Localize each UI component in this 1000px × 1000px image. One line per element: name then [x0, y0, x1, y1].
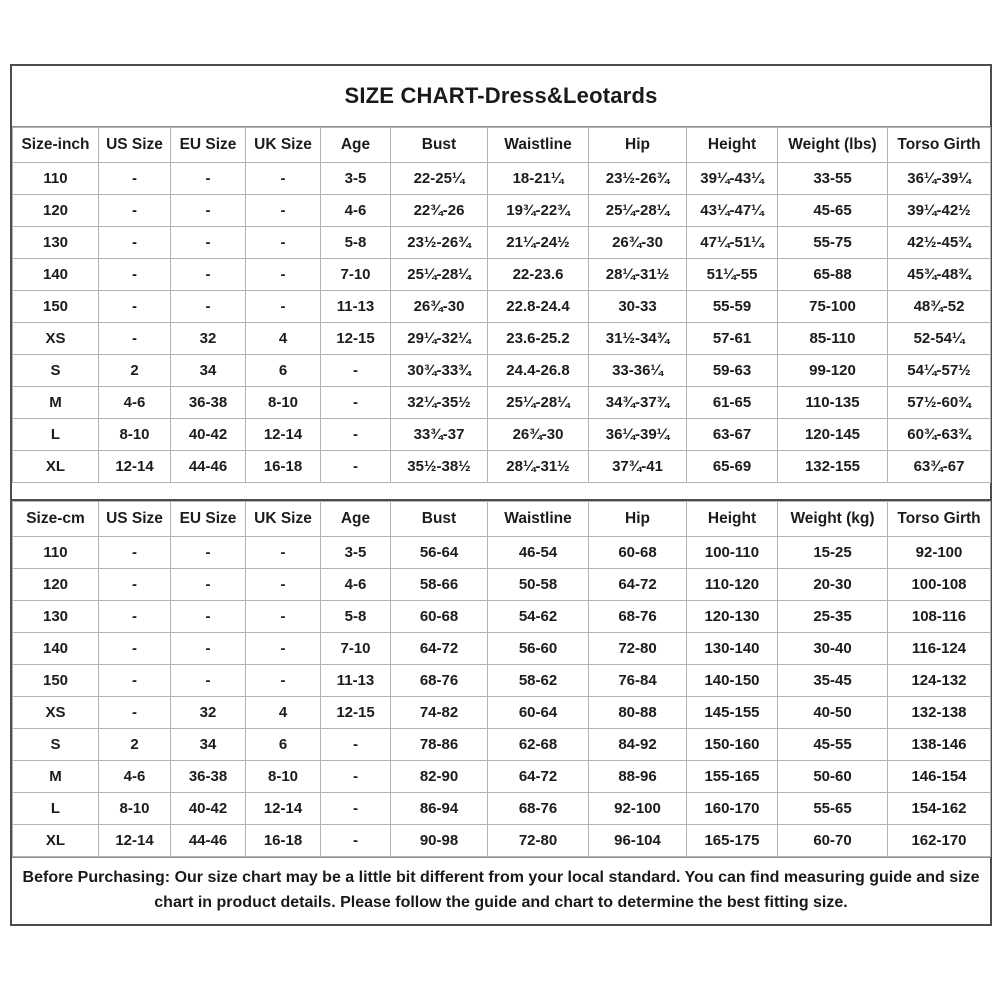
table-cell: 4-6 [99, 387, 171, 419]
table-divider [12, 483, 990, 501]
table-cell: 60-68 [391, 601, 488, 633]
table-cell: 7-10 [321, 633, 391, 665]
table-cell: 68-76 [391, 665, 488, 697]
table-cell: 36-38 [171, 761, 246, 793]
table-row [13, 729, 991, 761]
table-cell: 11-13 [321, 291, 391, 323]
table-cell: - [99, 697, 171, 729]
table-row [13, 825, 991, 857]
table-cell: - [321, 355, 391, 387]
table-cell: 110 [13, 537, 99, 569]
table-cell: 64-72 [391, 633, 488, 665]
table-cell: - [171, 665, 246, 697]
table-cell: 31½-34¾ [589, 323, 687, 355]
table-cell: 32 [171, 697, 246, 729]
size-table-cm [12, 501, 991, 857]
column-header: EU Size [171, 502, 246, 537]
table-cell: 25¼-28¼ [391, 259, 488, 291]
column-header: UK Size [246, 128, 321, 163]
column-header: Bust [391, 502, 488, 537]
table-cell: 132-138 [888, 697, 991, 729]
table-cell: 78-86 [391, 729, 488, 761]
table-cell: 165-175 [687, 825, 778, 857]
table-row [13, 419, 991, 451]
table-cell: 61-65 [687, 387, 778, 419]
table-cell: 26¾-30 [589, 227, 687, 259]
table-cell: - [321, 761, 391, 793]
table-cell: 2 [99, 355, 171, 387]
table-cell: 63-67 [687, 419, 778, 451]
table-cell: 4 [246, 323, 321, 355]
table-cell: 47¼-51¼ [687, 227, 778, 259]
table-row [13, 291, 991, 323]
table-cell: 8-10 [99, 419, 171, 451]
page-title: SIZE CHART-Dress&Leotards [12, 66, 990, 127]
table-cell: 65-69 [687, 451, 778, 483]
table-cell: 22-23.6 [488, 259, 589, 291]
table-cell: 44-46 [171, 825, 246, 857]
table-row [13, 793, 991, 825]
table-cell: 55-59 [687, 291, 778, 323]
table-cell: - [99, 227, 171, 259]
table-cell: - [99, 259, 171, 291]
table-cell: M [13, 761, 99, 793]
table-cell: - [99, 665, 171, 697]
table-cell: 154-162 [888, 793, 991, 825]
size-table-inch [12, 127, 991, 483]
table-cell: 5-8 [321, 601, 391, 633]
table-cell: 64-72 [589, 569, 687, 601]
table-cell: 8-10 [246, 387, 321, 419]
column-header: Waistline [488, 502, 589, 537]
table-cell: 40-42 [171, 419, 246, 451]
table-cell: 140-150 [687, 665, 778, 697]
table-cell: - [171, 195, 246, 227]
table-cell: - [246, 633, 321, 665]
table-cell: 54¼-57½ [888, 355, 991, 387]
table-row [13, 601, 991, 633]
table-cell: 6 [246, 355, 321, 387]
table-cell: 58-66 [391, 569, 488, 601]
table-cell: 64-72 [488, 761, 589, 793]
size-chart-panel [10, 64, 992, 926]
column-header: Height [687, 128, 778, 163]
table-row [13, 537, 991, 569]
column-header: Size-cm [13, 502, 99, 537]
table-cell: 4-6 [321, 569, 391, 601]
table-cell: 120-145 [778, 419, 888, 451]
table-cell: 146-154 [888, 761, 991, 793]
table-cell: 33-55 [778, 163, 888, 195]
table-cell: 26¾-30 [488, 419, 589, 451]
table-cell: 132-155 [778, 451, 888, 483]
table-cell: 3-5 [321, 537, 391, 569]
table-cell: 138-146 [888, 729, 991, 761]
table-cell: 30-40 [778, 633, 888, 665]
column-header: Hip [589, 128, 687, 163]
table-cell: 33¾-37 [391, 419, 488, 451]
table-cell: 18-21¼ [488, 163, 589, 195]
table-cell: 23.6-25.2 [488, 323, 589, 355]
table-cell: 16-18 [246, 451, 321, 483]
table-cell: - [171, 163, 246, 195]
table-row [13, 697, 991, 729]
table-cell: 12-15 [321, 697, 391, 729]
purchase-note: Before Purchasing: Our size chart may be a little bit different from your local standard. You can find measuring guide and size chart in product details. Please follow the guide and chart to determine the best fitting size. [12, 857, 990, 924]
table-cell: 4 [246, 697, 321, 729]
table-cell: - [246, 665, 321, 697]
table-cell: 62-68 [488, 729, 589, 761]
table-cell: 90-98 [391, 825, 488, 857]
table-cell: 35½-38½ [391, 451, 488, 483]
table-cell: 65-88 [778, 259, 888, 291]
column-header: US Size [99, 502, 171, 537]
table-cell: - [246, 291, 321, 323]
column-header: Size-inch [13, 128, 99, 163]
table-cell: 50-58 [488, 569, 589, 601]
table-cell: - [171, 227, 246, 259]
table-cell: 130-140 [687, 633, 778, 665]
table-cell: 46-54 [488, 537, 589, 569]
table-cell: 45-55 [778, 729, 888, 761]
table-cell: - [99, 569, 171, 601]
table-cell: 160-170 [687, 793, 778, 825]
table-cell: 43¼-47¼ [687, 195, 778, 227]
column-header: UK Size [246, 502, 321, 537]
table-row [13, 387, 991, 419]
table-cell: 55-75 [778, 227, 888, 259]
table-cell: - [321, 451, 391, 483]
table-cell: - [171, 633, 246, 665]
table-row [13, 163, 991, 195]
header-row [13, 502, 991, 537]
table-cell: 8-10 [99, 793, 171, 825]
table-cell: 26¾-30 [391, 291, 488, 323]
table-cell: 42½-45¾ [888, 227, 991, 259]
table-cell: - [321, 793, 391, 825]
table-cell: - [171, 569, 246, 601]
table-cell: 140 [13, 633, 99, 665]
table-cell: 16-18 [246, 825, 321, 857]
table-cell: 96-104 [589, 825, 687, 857]
table-cell: 34¾-37¾ [589, 387, 687, 419]
table-cell: 15-25 [778, 537, 888, 569]
table-cell: 12-14 [99, 825, 171, 857]
table-cell: S [13, 729, 99, 761]
table-cell: 74-82 [391, 697, 488, 729]
table-cell: 92-100 [589, 793, 687, 825]
table-cell: 19¾-22¾ [488, 195, 589, 227]
table-cell: 150 [13, 665, 99, 697]
table-row [13, 227, 991, 259]
table-cell: 56-64 [391, 537, 488, 569]
table-cell: 4-6 [99, 761, 171, 793]
column-header: Weight (kg) [778, 502, 888, 537]
table-cell: - [246, 195, 321, 227]
column-header: Height [687, 502, 778, 537]
table-cell: 150-160 [687, 729, 778, 761]
table-cell: 21¼-24½ [488, 227, 589, 259]
table-cell: - [99, 537, 171, 569]
table-cell: 130 [13, 601, 99, 633]
table-cell: 23½-26¾ [391, 227, 488, 259]
table-cell: 57½-60¾ [888, 387, 991, 419]
table-cell: 56-60 [488, 633, 589, 665]
table-cell: 110-120 [687, 569, 778, 601]
table-cell: - [246, 259, 321, 291]
table-cell: 7-10 [321, 259, 391, 291]
table-cell: 39¼-43¼ [687, 163, 778, 195]
table-cell: 68-76 [589, 601, 687, 633]
column-header: Waistline [488, 128, 589, 163]
table-cell: 30-33 [589, 291, 687, 323]
table-cell: 36-38 [171, 387, 246, 419]
table-cell: XL [13, 825, 99, 857]
table-cell: 60¾-63¾ [888, 419, 991, 451]
table-cell: 12-14 [99, 451, 171, 483]
table-cell: 99-120 [778, 355, 888, 387]
table-cell: 3-5 [321, 163, 391, 195]
table-cell: - [246, 163, 321, 195]
column-header: US Size [99, 128, 171, 163]
table-cell: 120-130 [687, 601, 778, 633]
table-row [13, 761, 991, 793]
table-cell: - [99, 163, 171, 195]
table-cell: - [321, 729, 391, 761]
table-cell: - [99, 601, 171, 633]
table-cell: 145-155 [687, 697, 778, 729]
table-cell: 88-96 [589, 761, 687, 793]
table-cell: 12-15 [321, 323, 391, 355]
table-cell: 45¾-48¾ [888, 259, 991, 291]
table-cell: 108-116 [888, 601, 991, 633]
table-cell: 5-8 [321, 227, 391, 259]
table-cell: 25¼-28¼ [589, 195, 687, 227]
table-cell: 2 [99, 729, 171, 761]
table-cell: 120 [13, 195, 99, 227]
table-cell: L [13, 793, 99, 825]
table-cell: 57-61 [687, 323, 778, 355]
table-cell: 44-46 [171, 451, 246, 483]
table-cell: 12-14 [246, 793, 321, 825]
table-row [13, 569, 991, 601]
table-cell: 36¼-39¼ [589, 419, 687, 451]
table-cell: 30¾-33¾ [391, 355, 488, 387]
table-cell: S [13, 355, 99, 387]
table-cell: 110 [13, 163, 99, 195]
table-cell: 36¼-39¼ [888, 163, 991, 195]
table-cell: 39¼-42½ [888, 195, 991, 227]
table-cell: - [321, 387, 391, 419]
column-header: Weight (lbs) [778, 128, 888, 163]
table-cell: 130 [13, 227, 99, 259]
table-cell: 20-30 [778, 569, 888, 601]
table-cell: 33-36¼ [589, 355, 687, 387]
table-cell: - [171, 259, 246, 291]
table-cell: 85-110 [778, 323, 888, 355]
table-cell: 12-14 [246, 419, 321, 451]
table-cell: 72-80 [488, 825, 589, 857]
table-cell: - [99, 633, 171, 665]
table-cell: 32 [171, 323, 246, 355]
table-cell: 84-92 [589, 729, 687, 761]
table-cell: 68-76 [488, 793, 589, 825]
table-cell: 60-64 [488, 697, 589, 729]
table-cell: - [321, 825, 391, 857]
table-cell: 8-10 [246, 761, 321, 793]
table-cell: - [246, 537, 321, 569]
table-cell: 34 [171, 355, 246, 387]
table-cell: - [99, 291, 171, 323]
table-cell: 48¾-52 [888, 291, 991, 323]
table-cell: 120 [13, 569, 99, 601]
table-cell: 150 [13, 291, 99, 323]
table-cell: 11-13 [321, 665, 391, 697]
column-header: Bust [391, 128, 488, 163]
column-header: Age [321, 128, 391, 163]
table-cell: 72-80 [589, 633, 687, 665]
table-cell: 40-50 [778, 697, 888, 729]
table-cell: 35-45 [778, 665, 888, 697]
table-cell: 63¾-67 [888, 451, 991, 483]
table-cell: 37¾-41 [589, 451, 687, 483]
table-cell: 24.4-26.8 [488, 355, 589, 387]
table-cell: 6 [246, 729, 321, 761]
table-cell: XS [13, 697, 99, 729]
table-cell: 28¼-31½ [488, 451, 589, 483]
table-cell: 60-70 [778, 825, 888, 857]
table-row [13, 195, 991, 227]
table-cell: - [321, 419, 391, 451]
table-cell: 54-62 [488, 601, 589, 633]
table-cell: 34 [171, 729, 246, 761]
table-cell: 92-100 [888, 537, 991, 569]
table-cell: - [171, 601, 246, 633]
table-cell: 32¼-35½ [391, 387, 488, 419]
table-cell: 110-135 [778, 387, 888, 419]
table-cell: 29¼-32¼ [391, 323, 488, 355]
column-header: Age [321, 502, 391, 537]
table-cell: 23½-26¾ [589, 163, 687, 195]
table-cell: 22¾-26 [391, 195, 488, 227]
table-cell: - [246, 601, 321, 633]
table-cell: 50-60 [778, 761, 888, 793]
table-cell: - [246, 569, 321, 601]
table-row [13, 665, 991, 697]
table-cell: 4-6 [321, 195, 391, 227]
table-cell: - [171, 291, 246, 323]
table-cell: 100-108 [888, 569, 991, 601]
column-header: EU Size [171, 128, 246, 163]
table-cell: 75-100 [778, 291, 888, 323]
table-cell: - [99, 195, 171, 227]
header-row [13, 128, 991, 163]
table-cell: 140 [13, 259, 99, 291]
table-cell: 82-90 [391, 761, 488, 793]
table-cell: 116-124 [888, 633, 991, 665]
table-cell: 58-62 [488, 665, 589, 697]
table-cell: 155-165 [687, 761, 778, 793]
table-cell: M [13, 387, 99, 419]
table-cell: 25¼-28¼ [488, 387, 589, 419]
table-row [13, 355, 991, 387]
table-cell: - [171, 537, 246, 569]
column-header: Torso Girth [888, 128, 991, 163]
table-cell: XL [13, 451, 99, 483]
table-cell: 55-65 [778, 793, 888, 825]
table-cell: 52-54¼ [888, 323, 991, 355]
table-cell: 86-94 [391, 793, 488, 825]
table-cell: 60-68 [589, 537, 687, 569]
table-cell: 100-110 [687, 537, 778, 569]
table-cell: 45-65 [778, 195, 888, 227]
table-cell: 22.8-24.4 [488, 291, 589, 323]
table-cell: - [99, 323, 171, 355]
column-header: Hip [589, 502, 687, 537]
table-cell: - [246, 227, 321, 259]
table-cell: 51¼-55 [687, 259, 778, 291]
table-row [13, 323, 991, 355]
table-cell: 40-42 [171, 793, 246, 825]
table-cell: L [13, 419, 99, 451]
table-cell: 162-170 [888, 825, 991, 857]
table-row [13, 451, 991, 483]
table-cell: 124-132 [888, 665, 991, 697]
table-cell: 22-25¼ [391, 163, 488, 195]
table-cell: 76-84 [589, 665, 687, 697]
table-row [13, 259, 991, 291]
table-cell: XS [13, 323, 99, 355]
table-cell: 59-63 [687, 355, 778, 387]
table-cell: 28¼-31½ [589, 259, 687, 291]
table-cell: 25-35 [778, 601, 888, 633]
table-cell: 80-88 [589, 697, 687, 729]
column-header: Torso Girth [888, 502, 991, 537]
table-row [13, 633, 991, 665]
